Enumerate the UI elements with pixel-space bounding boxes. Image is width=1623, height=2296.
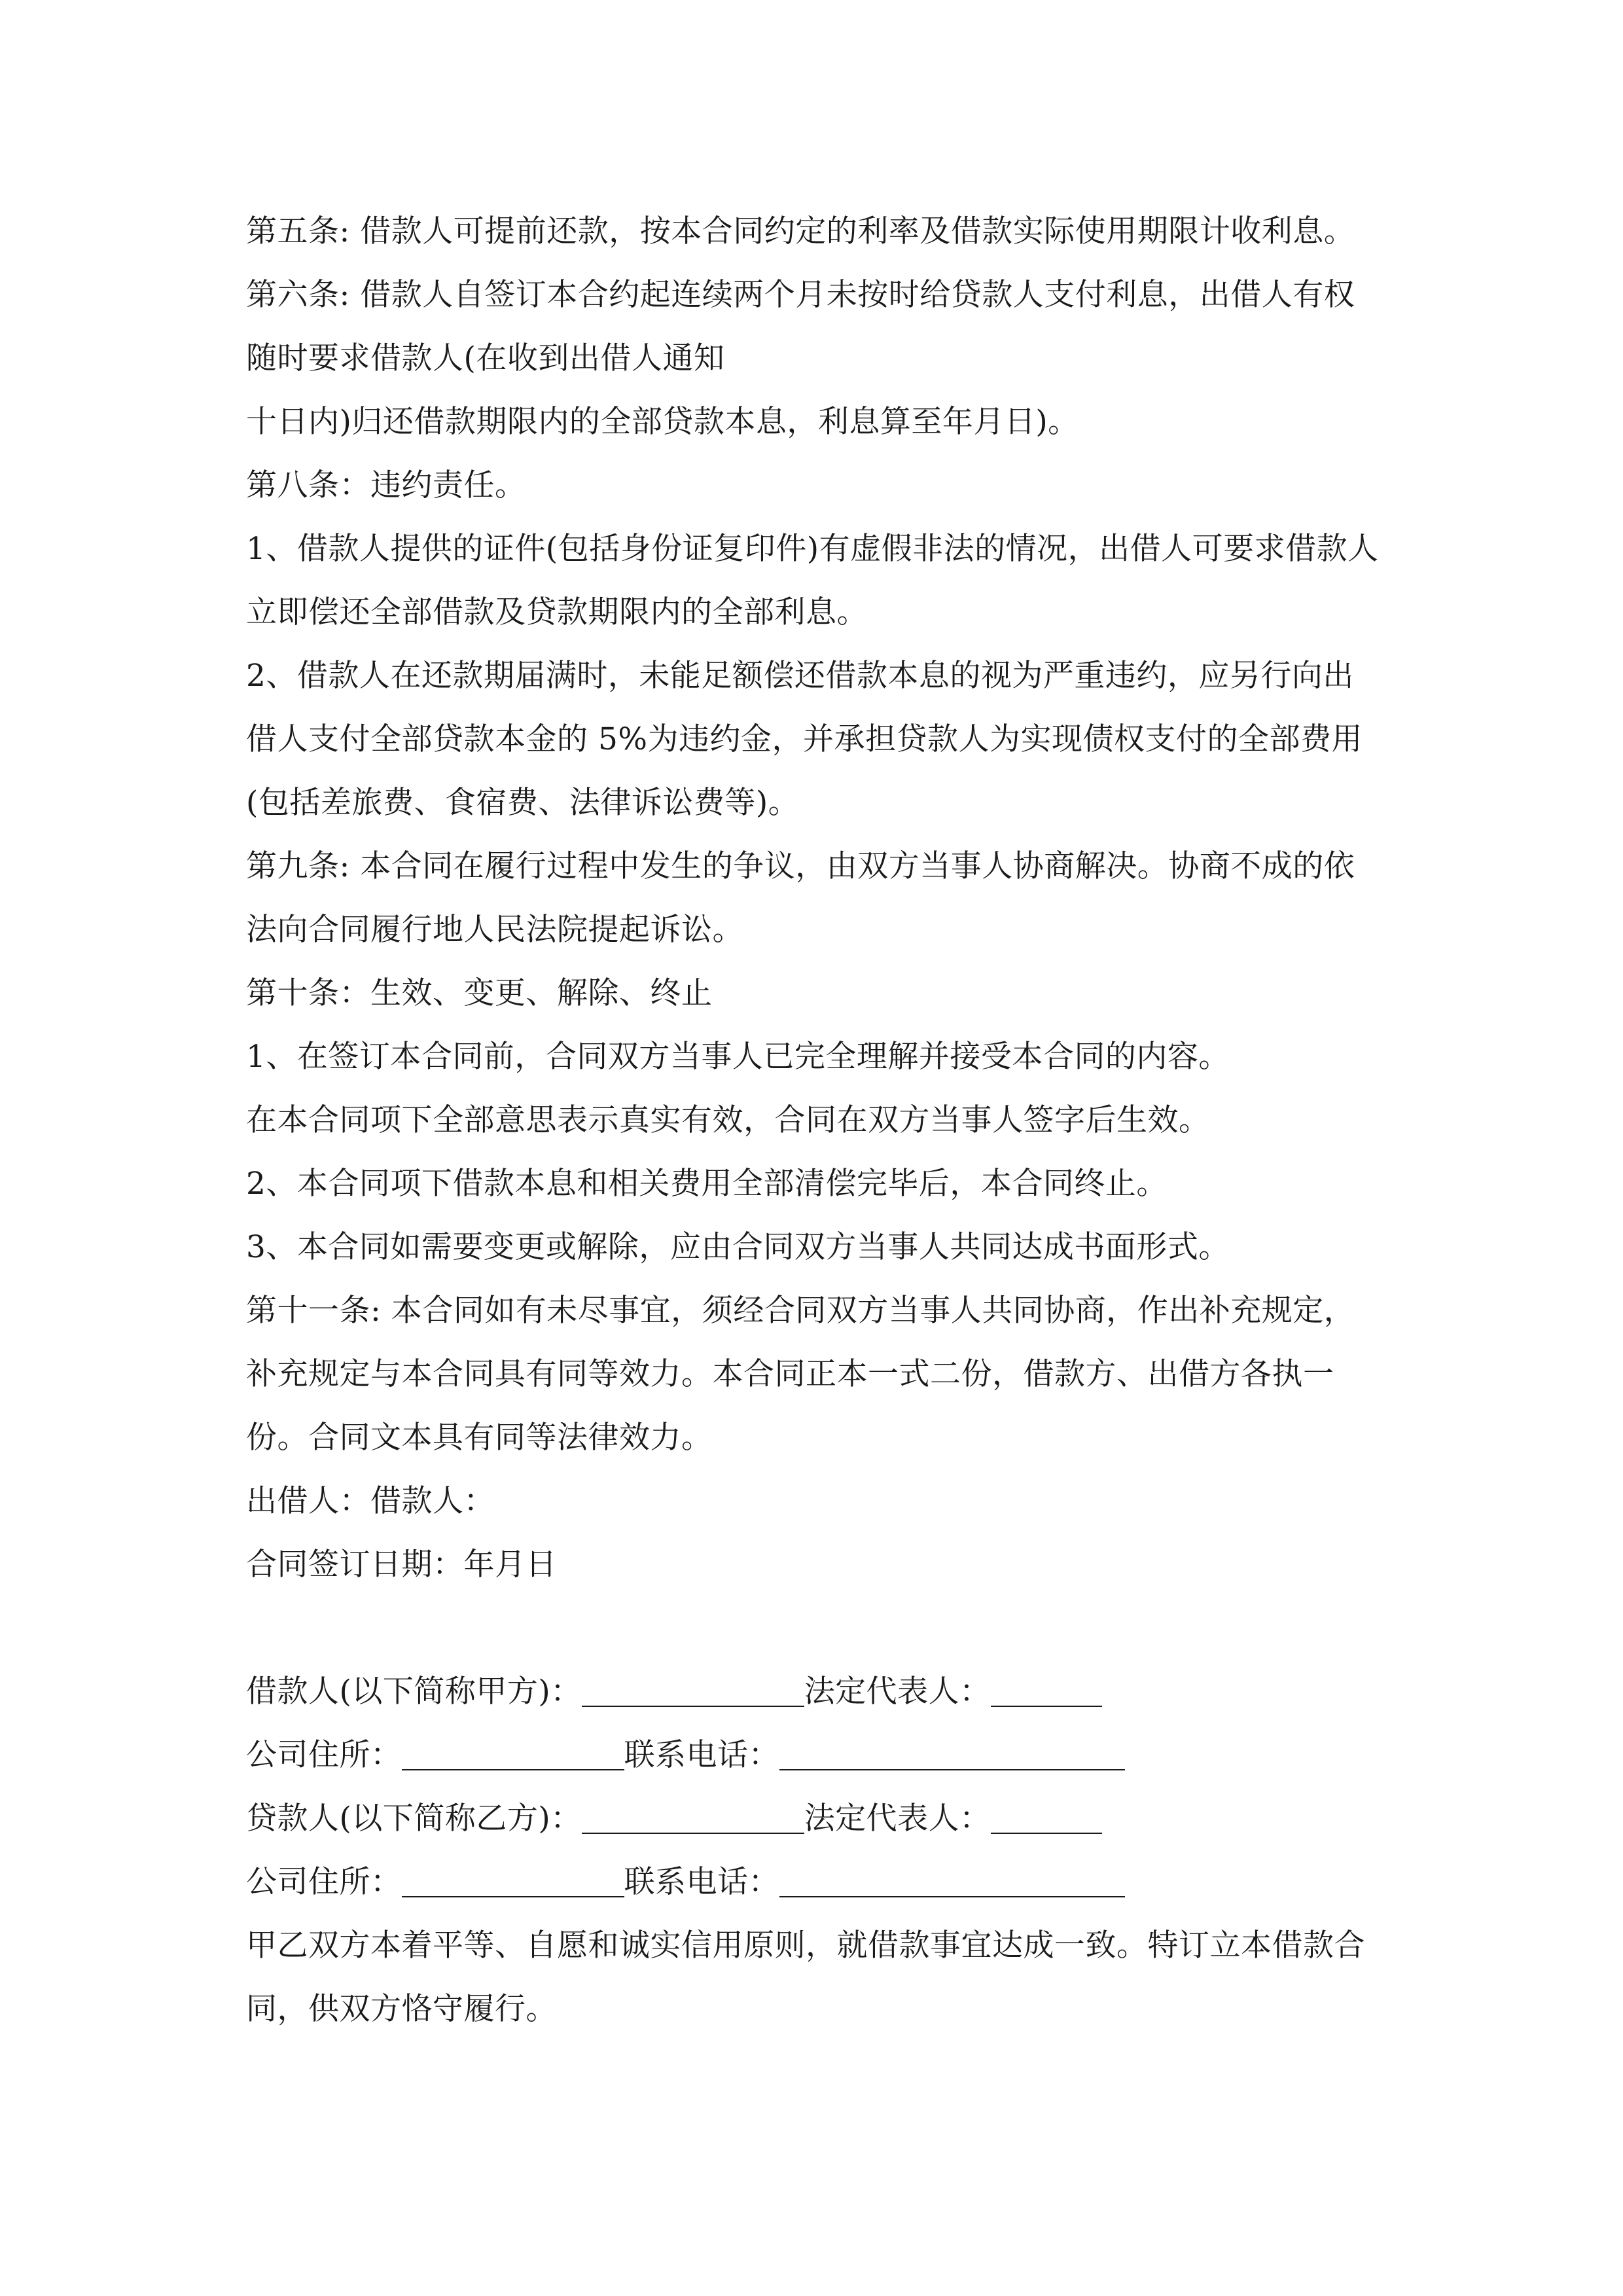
clause-6-continued: 十日内)归还借款期限内的全部贷款本息，利息算至年月日)。 xyxy=(246,404,1079,440)
clause-10-item-1-continued: 在本合同项下全部意思表示真实有效，合同在双方当事人签字后生效。 xyxy=(246,1102,1210,1138)
clause-8-item-2: 2、借款人在还款期届满时，未能足额偿还借款本息的视为严重违约，应另行向出借人支付全部贷款本金的 5%为违约金，并承担贷款人为实现债权支付的全部费用(包括差旅费、食宿费、法律诉讼费等)。 xyxy=(246,658,1363,821)
clause-8-item-1: 1、借款人提供的证件(包括身份证复印件)有虚假非法的情况，出借人可要求借款人立即偿还全部借款及贷款期限内的全部利息。 xyxy=(246,531,1379,630)
clause-10-item-3: 3、本合同如需要变更或解除，应由合同双方当事人共同达成书面形式。 xyxy=(246,1229,1230,1265)
lender-name-blank[interactable] xyxy=(582,1806,804,1834)
borrower-label: 借款人(以下简称甲方)： xyxy=(246,1674,582,1710)
lender-info-row xyxy=(246,1787,1385,1850)
borrower-contact-row xyxy=(246,1723,1385,1787)
borrower-phone-blank[interactable] xyxy=(779,1743,1125,1770)
clause-10-item-2: 2、本合同项下借款本息和相关费用全部清偿完毕后，本合同终止。 xyxy=(246,1166,1168,1202)
clause-6: 第六条: 借款人自签订本合约起连续两个月未按时给贷款人支付利息，出借人有权随时要求借款人(在收到出借人通知 xyxy=(246,277,1355,376)
section-gap xyxy=(246,1596,1385,1660)
borrower-address-label: 公司住所： xyxy=(246,1737,402,1773)
clause-8-heading: 第八条：违约责任。 xyxy=(246,467,526,503)
lender-address-blank[interactable] xyxy=(402,1870,624,1897)
borrower-info-row xyxy=(246,1660,1385,1723)
borrower-rep-blank[interactable] xyxy=(991,1679,1102,1707)
lender-contact-row xyxy=(246,1850,1385,1914)
clause-10-item-1: 1、在签订本合同前，合同双方当事人已完全理解并接受本合同的内容。 xyxy=(246,1039,1230,1075)
signatures-line: 出借人：借款人： xyxy=(246,1483,495,1519)
borrower-address-blank[interactable] xyxy=(402,1743,624,1770)
clause-11: 第十一条: 本合同如有未尽事宜，须经合同双方当事人共同协商，作出补充规定，补充规定与本合同具有同等效力。本合同正本一式二份，借款方、出借方各执一份。合同文本具有同等法律效力。 xyxy=(246,1293,1355,1456)
lender-address-label: 公司住所： xyxy=(246,1864,402,1900)
clause-5: 第五条: 借款人可提前还款，按本合同约定的利率及借款实际使用期限计收利息。 xyxy=(246,213,1355,249)
lender-label: 贷款人(以下简称乙方)： xyxy=(246,1801,582,1837)
lender-rep-blank[interactable] xyxy=(991,1806,1102,1834)
borrower-phone-label: 联系电话： xyxy=(624,1737,779,1773)
lender-phone-blank[interactable] xyxy=(779,1870,1125,1897)
lender-rep-label: 法定代表人： xyxy=(804,1801,991,1837)
signing-date-line: 合同签订日期：年月日 xyxy=(246,1547,557,1583)
lender-phone-label: 联系电话： xyxy=(624,1864,779,1900)
closing-statement: 甲乙双方本着平等、自愿和诚实信用原则，就借款事宜达成一致。特订立本借款合同，供双方恪守履行。 xyxy=(246,1928,1365,2027)
clause-10-heading: 第十条：生效、变更、解除、终止 xyxy=(246,975,713,1011)
borrower-rep-label: 法定代表人： xyxy=(804,1674,991,1710)
borrower-name-blank[interactable] xyxy=(582,1679,804,1707)
contract-body xyxy=(246,200,1385,2041)
clause-9: 第九条: 本合同在履行过程中发生的争议，由双方当事人协商解决。协商不成的依法向合同履行地人民法院提起诉讼。 xyxy=(246,848,1355,948)
